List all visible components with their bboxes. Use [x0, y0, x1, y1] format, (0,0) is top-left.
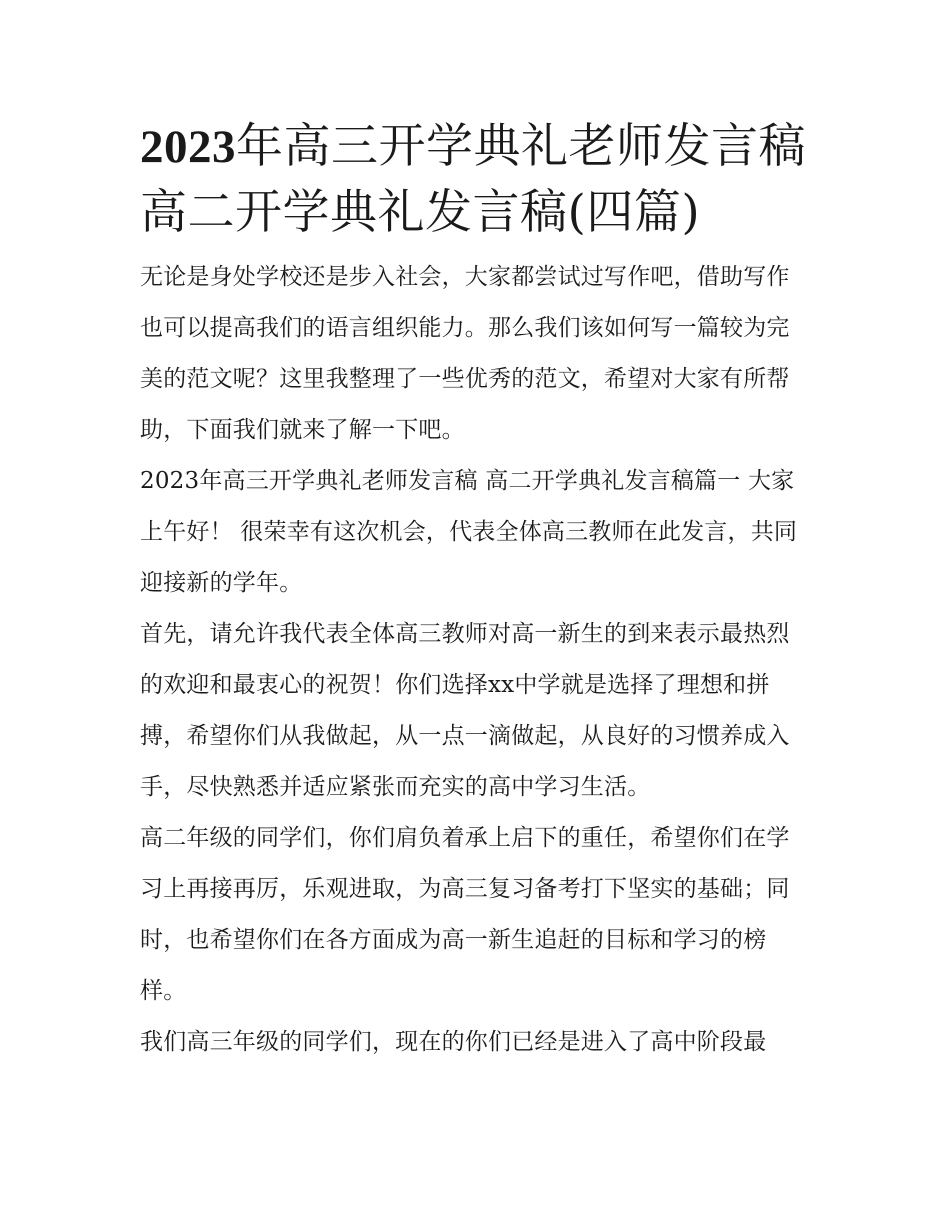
paragraph-greeting: 2023年高三开学典礼老师发言稿 高二开学典礼发言稿篇一 大家上午好！ 很荣幸有这次机会，代表全体高三教师在此发言，共同迎接新的学年。 — [140, 468, 798, 596]
paragraph-sophomores: 高二年级的同学们，你们肩负着承上启下的重任，希望你们在学习上再接再厉，乐观进取，为高三复习备考打下坚实的基础；同时，也希望你们在各方面成为高一新生追赶的目标和学习的榜样。 — [140, 825, 790, 1004]
document-title — [140, 114, 812, 246]
paragraph-welcome: 首先，请允许我代表全体高三教师对高一新生的到来表示最热烈的欢迎和最衷心的祝贺！你们选择xx中学就是选择了理想和拼搏，希望你们从我做起，从一点一滴做起，从良好的习惯养成入手，尽快熟悉并适应紧张而充实的高中学习生活。 — [140, 621, 790, 800]
title-text: 年高三开学典礼老师发言稿 高二开学典礼发言稿(四篇) — [140, 119, 806, 240]
document-page — [140, 114, 812, 1068]
paragraph-seniors: 我们高三年级的同学们，现在的你们已经是进入了高中阶段最 — [140, 1029, 767, 1055]
title-year: 2023 — [140, 121, 236, 173]
paragraph-intro: 无论是身处学校还是步入社会，大家都尝试过写作吧，借助写作也可以提高我们的语言组织能力。那么我们该如何写一篇较为完美的范文呢？这里我整理了一些优秀的范文，希望对大家有所帮助，下面我们就来了解一下吧。 — [140, 264, 790, 443]
